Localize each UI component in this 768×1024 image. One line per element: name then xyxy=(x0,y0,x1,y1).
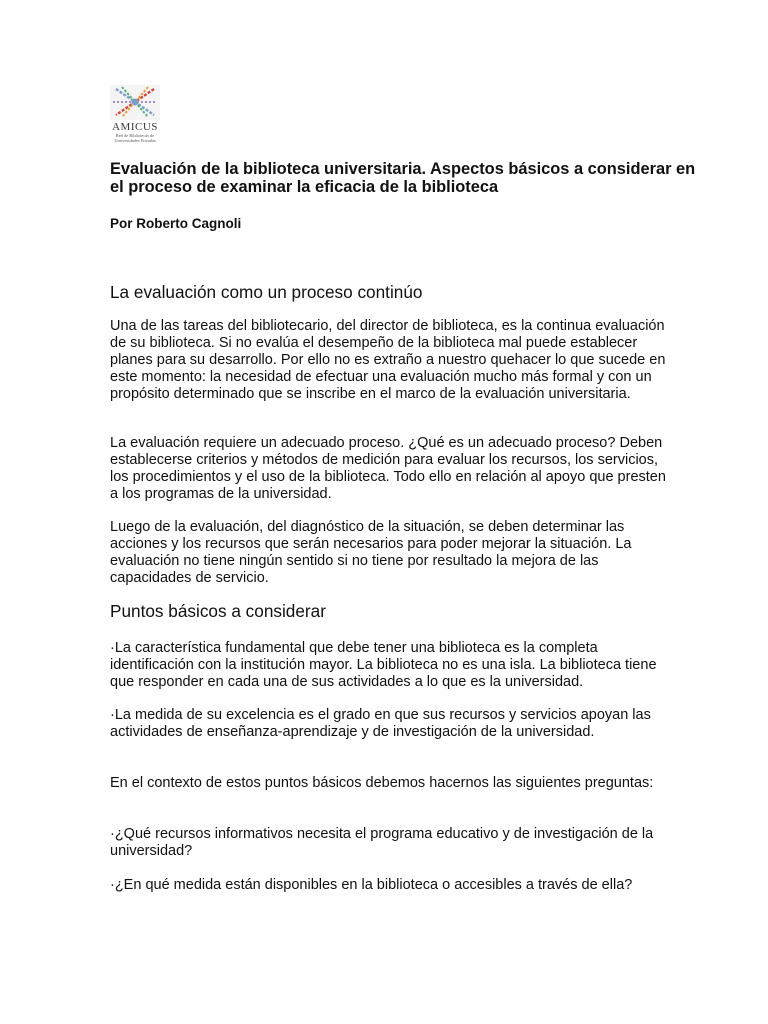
bullet-paragraph: ·La característica fundamental que debe tener una biblioteca es la completa identificación con la institución mayor. La biblioteca no es una isla. La biblioteca tiene que responder en cada una de sus actividades a lo que es la universidad. xyxy=(110,640,657,690)
paragraph: Una de las tareas del bibliotecario, del director de biblioteca, es la continua evaluación de su biblioteca. Si no evalúa el desempeño de la biblioteca mal puede establecer planes para su desarrollo. Por ello no es extraño a nuestro quehacer lo que sucede en este momento: la necesidad de efectuar una evaluación mucho más formal y con un propósito determinado que se inscribe en el marco de la evaluación universitaria. xyxy=(110,318,666,402)
paragraph: La evaluación requiere un adecuado proceso. ¿Qué es un adecuado proceso? Deben establecerse criterios y métodos de medición para evaluar los recursos, los servicios, los procedimientos y el uso de la biblioteca. Todo ello en relación al apoyo que presten a los programas de la universidad. xyxy=(110,435,666,502)
logo-mark-icon xyxy=(108,83,162,121)
paragraph: En el contexto de estos puntos básicos debemos hacernos las siguientes preguntas: xyxy=(110,775,654,791)
section-heading-evaluacion: La evaluación como un proceso continúo xyxy=(110,282,423,302)
amicus-logo xyxy=(108,83,162,147)
question-paragraph: ·¿Qué recursos informativos necesita el programa educativo y de investigación de la universidad? xyxy=(110,826,654,859)
document-title: Evaluación de la biblioteca universitaria. Aspectos básicos a considerar en el proceso de examinar la eficacia de la biblioteca xyxy=(110,160,696,196)
section-heading-puntos-basicos: Puntos básicos a considerar xyxy=(110,601,326,621)
logo-name: AMICUS xyxy=(112,121,158,133)
question-paragraph: ·¿En qué medida están disponibles en la biblioteca o accesibles a través de ella? xyxy=(110,877,633,893)
logo-subtitle: Red de Bibliotecas de Universidades Privadas xyxy=(114,133,156,143)
document-author: Por Roberto Cagnoli xyxy=(110,216,242,231)
paragraph: Luego de la evaluación, del diagnóstico de la situación, se deben determinar las acciones y los recursos que serán necesarios para poder mejorar la situación. La evaluación no tiene ningún sentido si no tiene por resultado la mejora de las capacidades de servicio. xyxy=(110,519,632,586)
bullet-paragraph: ·La medida de su excelencia es el grado en que sus recursos y servicios apoyan las actividades de enseñanza-aprendizaje y de investigación de la universidad. xyxy=(110,707,651,740)
